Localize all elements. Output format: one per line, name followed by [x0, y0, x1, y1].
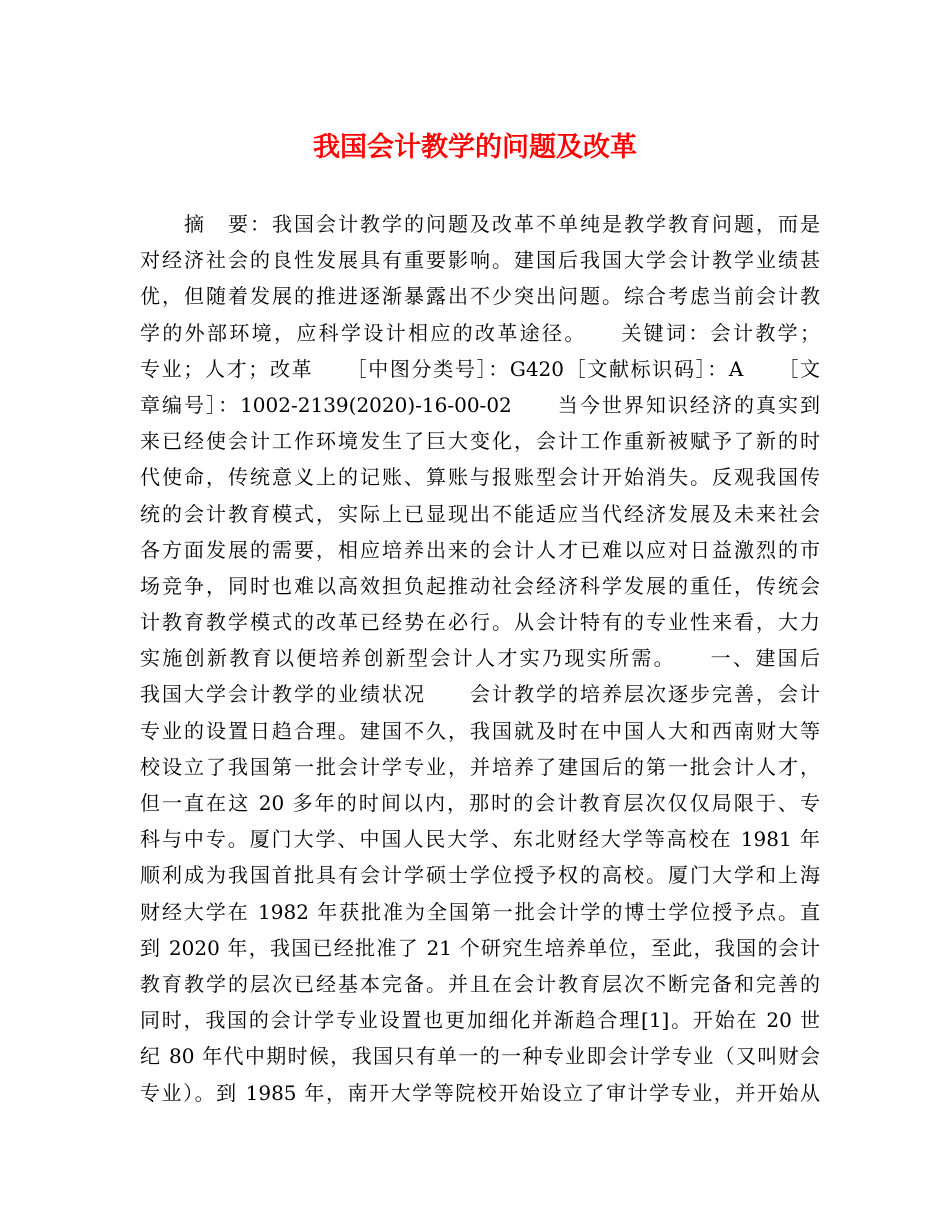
body-line: 来已经使会计工作环境发生了巨大变化，会计工作重新被赋予了新的时	[140, 429, 820, 454]
document-body	[140, 206, 820, 1111]
body-line: 计教育教学模式的改革已经势在必行。从会计特有的专业性来看，大力	[140, 610, 820, 635]
body-line: 但一直在这 20 多年的时间以内，那时的会计教育层次仅仅局限于、专	[140, 791, 820, 815]
body-line: 纪 80 年代中期时候，我国只有单一的一种专业即会计学专业（又叫财会	[140, 1044, 820, 1069]
body-line: 专业）。到 1985 年，南开大学等院校开始设立了审计学专业，并开始从	[140, 1080, 820, 1105]
body-line: 财经大学在 1982 年获批准为全国第一批会计学的博士学位授予点。直	[140, 899, 820, 924]
document-title: 我国会计教学的问题及改革	[313, 132, 637, 163]
body-line: 对经济社会的良性发展具有重要影响。建国后我国大学会计教学业绩甚	[140, 248, 820, 273]
body-line: 教育教学的层次已经基本完备。并且在会计教育层次不断完备和完善的	[140, 971, 820, 996]
body-line: 场竞争，同时也难以高效担负起推动社会经济科学发展的重任，传统会	[140, 573, 820, 598]
body-line: 校设立了我国第一批会计学专业，并培养了建国后的第一批会计人才，	[140, 754, 820, 779]
body-line: 统的会计教育模式，实际上已显现出不能适应当代经济发展及未来社会	[140, 501, 820, 526]
body-line: 顺利成为我国首批具有会计学硕士学位授予权的高校。厦门大学和上海	[140, 863, 820, 888]
body-line: 同时，我国的会计学专业设置也更加细化并渐趋合理[1]。开始在 20 世	[140, 1008, 820, 1033]
body-line: 代使命，传统意义上的记账、算账与报账型会计开始消失。反观我国传	[140, 465, 820, 490]
body-line: 科与中专。厦门大学、中国人民大学、东北财经大学等高校在 1981 年	[140, 827, 820, 852]
body-line: 学的外部环境，应科学设计相应的改革途径。 关键词：会计教学；	[140, 320, 820, 345]
body-line: 专业的设置日趋合理。建国不久，我国就及时在中国人大和西南财大等	[140, 718, 820, 743]
body-line: 专业；人才；改革 ［中图分类号］：G420［文献标识码］：A ［文	[140, 356, 820, 381]
body-line: 优，但随着发展的推进逐渐暴露出不少突出问题。综合考虑当前会计教	[140, 284, 820, 309]
body-line: 实施创新教育以便培养创新型会计人才实乃现实所需。 一、建国后	[140, 646, 820, 671]
body-line: 摘 要：我国会计教学的问题及改革不单纯是教学教育问题，而是	[140, 212, 820, 236]
body-line: 章编号］：1002-2139(2020)-16-00-02 当今世界知识经济的真实到	[140, 392, 820, 417]
body-line: 我国大学会计教学的业绩状况 会计教学的培养层次逐步完善，会计	[140, 682, 820, 707]
body-line: 各方面发展的需要，相应培养出来的会计人才已难以应对日益激烈的市	[140, 537, 820, 562]
body-line: 到 2020 年，我国已经批准了 21 个研究生培养单位，至此，我国的会计	[140, 935, 820, 960]
